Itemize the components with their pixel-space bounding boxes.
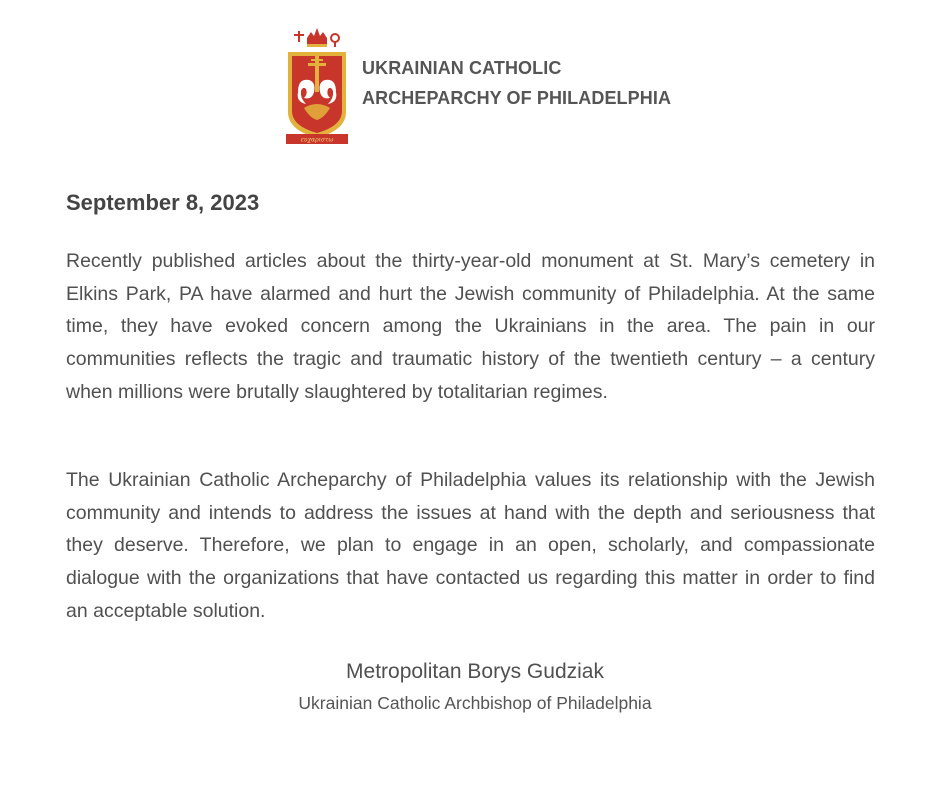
crest-motto: ευχαριστω <box>300 136 334 144</box>
organization-name-line1: UKRAINIAN CATHOLIC <box>362 58 562 78</box>
signatory-name: Metropolitan Borys Gudziak <box>346 660 604 683</box>
letter-paragraph-1: Recently published articles about the thirty-year-old monument at St. Mary’s cemetery in Elkins Park, PA have alarmed and hurt the Jewish community of Philadelphia. At the same time, they have evoked concern among the Ukrainians in the area. The pain in our communities reflects the tragic and traumatic history of the twentieth century – a century when millions were brutally slaughtered by totalitarian regimes. <box>66 250 875 403</box>
signatory-title: Ukrainian Catholic Archbishop of Philadelphia <box>298 693 652 713</box>
letterhead <box>284 26 671 146</box>
organization-name <box>362 53 671 113</box>
organization-name-line2: ARCHEPARCHY OF PHILADELPHIA <box>362 88 672 108</box>
letter-date: September 8, 2023 <box>66 190 260 215</box>
signature-block <box>0 656 940 718</box>
archeparchy-coat-of-arms-icon <box>284 26 350 146</box>
letter-paragraph-2: The Ukrainian Catholic Archeparchy of Philadelphia values its relationship with the Jewish community and intends to address the issues at hand with the depth and seriousness that they deserve. Therefore, we plan to engage in an open, scholarly, and compassionate dialogue with the organizations that have contacted us regarding this matter in order to find an acceptable solution. <box>66 469 875 622</box>
